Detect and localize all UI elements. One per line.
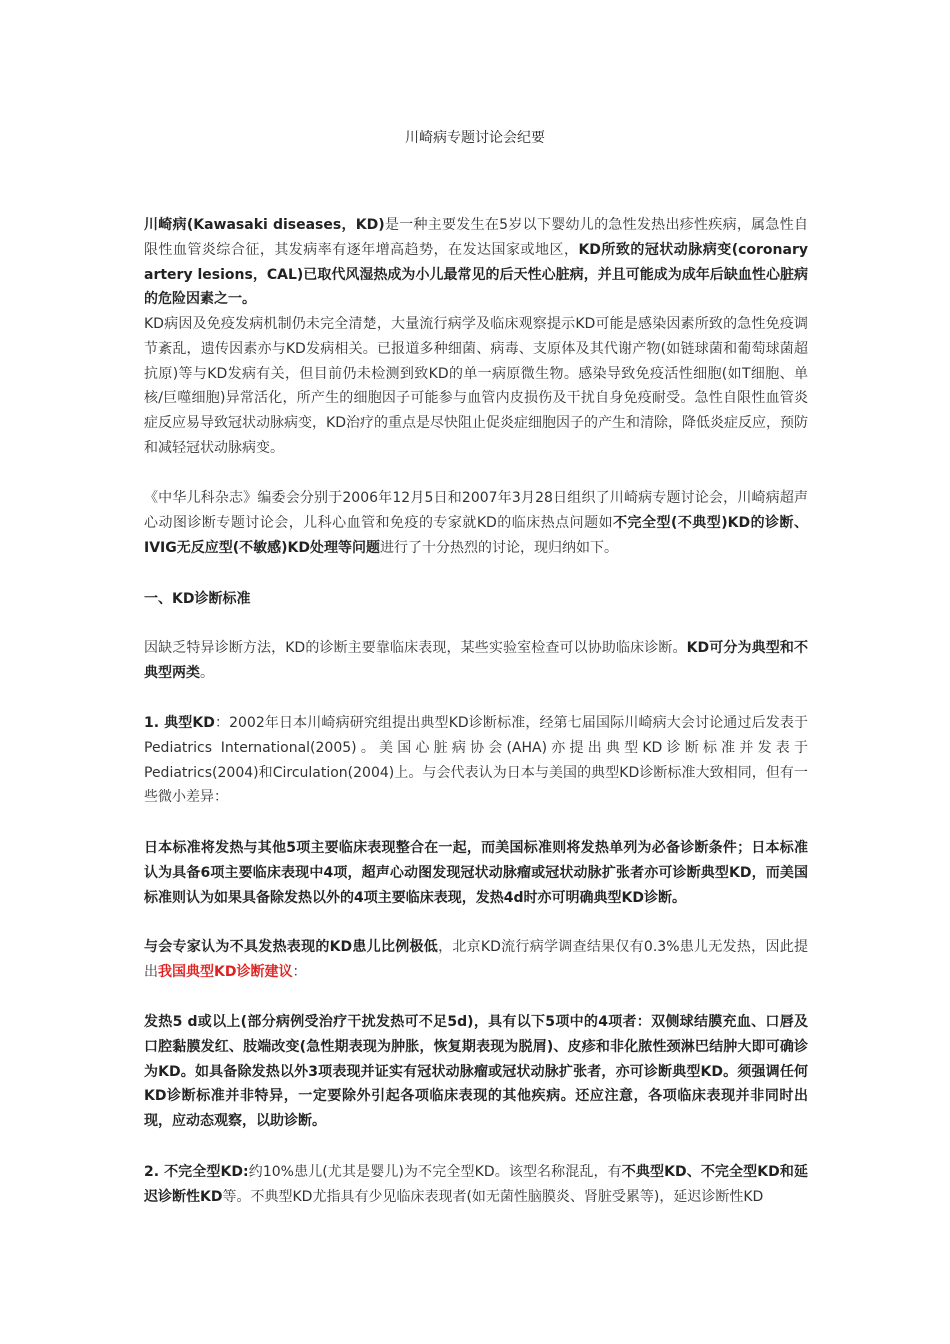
- incomplete-kd-number: 2.: [144, 1164, 165, 1180]
- intro-term: 川崎病(Kawasaki diseases，KD): [144, 217, 385, 233]
- document-title: 川崎病专题讨论会纪要: [405, 130, 545, 146]
- paragraph-diagnosis-intro: [144, 636, 808, 686]
- incomplete-kd-text: 约10%患儿(尤其是婴儿)为不完全型KD。该型名称混乱，有: [248, 1164, 622, 1180]
- intro-highlight: KD所致的冠状动脉病变(coronary artery lesions，CAL)已取代风湿热成为小儿最常见的后天性心脏病，并且可能成为成年后缺血性心脏病的危险因素之一。: [144, 241, 808, 308]
- expert-highlight: 与会专家认为不具发热表现的KD患儿比例极低: [144, 939, 439, 955]
- diagnosis-highlight: KD可分为典型和不典型两类: [144, 640, 808, 681]
- incomplete-kd-label: 不完全型KD:: [164, 1164, 249, 1180]
- diagnosis-text: 因缺乏特异诊断方法，KD的诊断主要靠临床表现，某些实验室检查可以协助临床诊断。: [144, 640, 687, 656]
- paragraph-standards-comparison: 日本标准将发热与其他5项主要临床表现整合在一起，而美国标准则将发热单列为必备诊断条件；日本标准认为具备6项主要临床表现中4项，超声心动图发现冠状动脉瘤或冠状动脉扩张者亦可诊断典型KD，而美国标准则认为如果具备除发热以外的4项主要临床表现，发热4d时亦可明确典型KD诊断。: [144, 840, 808, 906]
- typical-kd-label: 1. 典型KD: [144, 715, 215, 731]
- typical-kd-text: ：2002年日本川崎病研究组提出典型KD诊断标准，经第七届国际川崎病大会讨论通过后发表于Pediatrics International(2005)。美国心脏病协会(AHA)亦提出典型KD诊断标准并发表于Pediatrics(2004)和Circulation(2004)上。与会代表认为日本与美国的典型KD诊断标准大致相同，但有一些微小差异：: [144, 715, 808, 806]
- expert-text: ，北京KD流行病学调查结果仅有0.3%患儿无发热，因此提出: [144, 939, 809, 980]
- paragraph-intro: [144, 213, 808, 312]
- section-heading-diagnosis: 一、KD诊断标准: [144, 591, 251, 607]
- meeting-text: 《中华儿科杂志》编委会分别于2006年12月5日和2007年3月28日组织了川崎病专题讨论会，川崎病超声心动图诊断专题讨论会，儿科心血管和免疫的专家就KD的临床热点问题如: [144, 490, 808, 531]
- china-recommendation: 我国典型KD诊断建议: [158, 963, 293, 980]
- meeting-highlight: 不完全型(不典型)KD的诊断、IVIG无反应型(不敏感)KD处理等问题: [144, 514, 808, 556]
- incomplete-kd-text-end: 等。不典型KD尤指具有少见临床表现者(如无菌性脑膜炎、肾脏受累等)，延迟诊断性KD: [222, 1188, 764, 1205]
- paragraph-meeting: [144, 486, 808, 560]
- meeting-text-end: 进行了十分热烈的讨论，现归纳如下。: [380, 539, 619, 556]
- paragraph-recommendation-criteria: 发热5 d或以上(部分病例受治疗干扰发热可不足5d)，具有以下5项中的4项者：双侧球结膜充血、口唇及口腔黏膜发红、肢端改变(急性期表现为肿胀，恢复期表现为脱屑)、皮疹和非化脓性颈淋巴结肿大即可确诊为KD。如具备除发热以外3项表现并证实有冠状动脉瘤或冠状动脉扩张者，亦可诊断典型KD。须强调任何KD诊断标准并非特异，一定要除外引起各项临床表现的其他疾病。还应注意，各项临床表现并非同时出现，应动态观察，以助诊断。: [144, 1014, 808, 1130]
- diagnosis-period: 。: [200, 664, 214, 681]
- incomplete-kd-types: 不典型KD、不完全型KD和延迟诊断性KD: [144, 1164, 808, 1205]
- expert-colon: ：: [292, 963, 307, 980]
- paragraph-typical-kd: [144, 711, 808, 810]
- intro-text: 是一种主要发生在5岁以下婴幼儿的急性发热出疹性疾病，属急性自限性血管炎综合征，其发病率有逐年增高趋势，在发达国家或地区，: [144, 217, 808, 258]
- paragraph-incomplete-kd: [144, 1160, 808, 1210]
- paragraph-expert-opinion: [144, 935, 808, 985]
- paragraph-etiology: KD病因及免疫发病机制仍未完全清楚，大量流行病学及临床观察提示KD可能是感染因素所致的急性免疫调节紊乱，遗传因素亦与KD发病相关。已报道多种细菌、病毒、支原体及其代谢产物(如链球菌和葡萄球菌超抗原)等与KD发病有关，但目前仍未检测到致KD的单一病原微生物。感染导致免疫活性细胞(如T细胞、单核/巨噬细胞)异常活化，所产生的细胞因子可能参与血管内皮损伤及干扰自身免疫耐受。急性自限性血管炎症反应易导致冠状动脉病变，KD治疗的重点是尽快阻止促炎症细胞因子的产生和清除，降低炎症反应，预防和减轻冠状动脉病变。: [144, 316, 808, 456]
